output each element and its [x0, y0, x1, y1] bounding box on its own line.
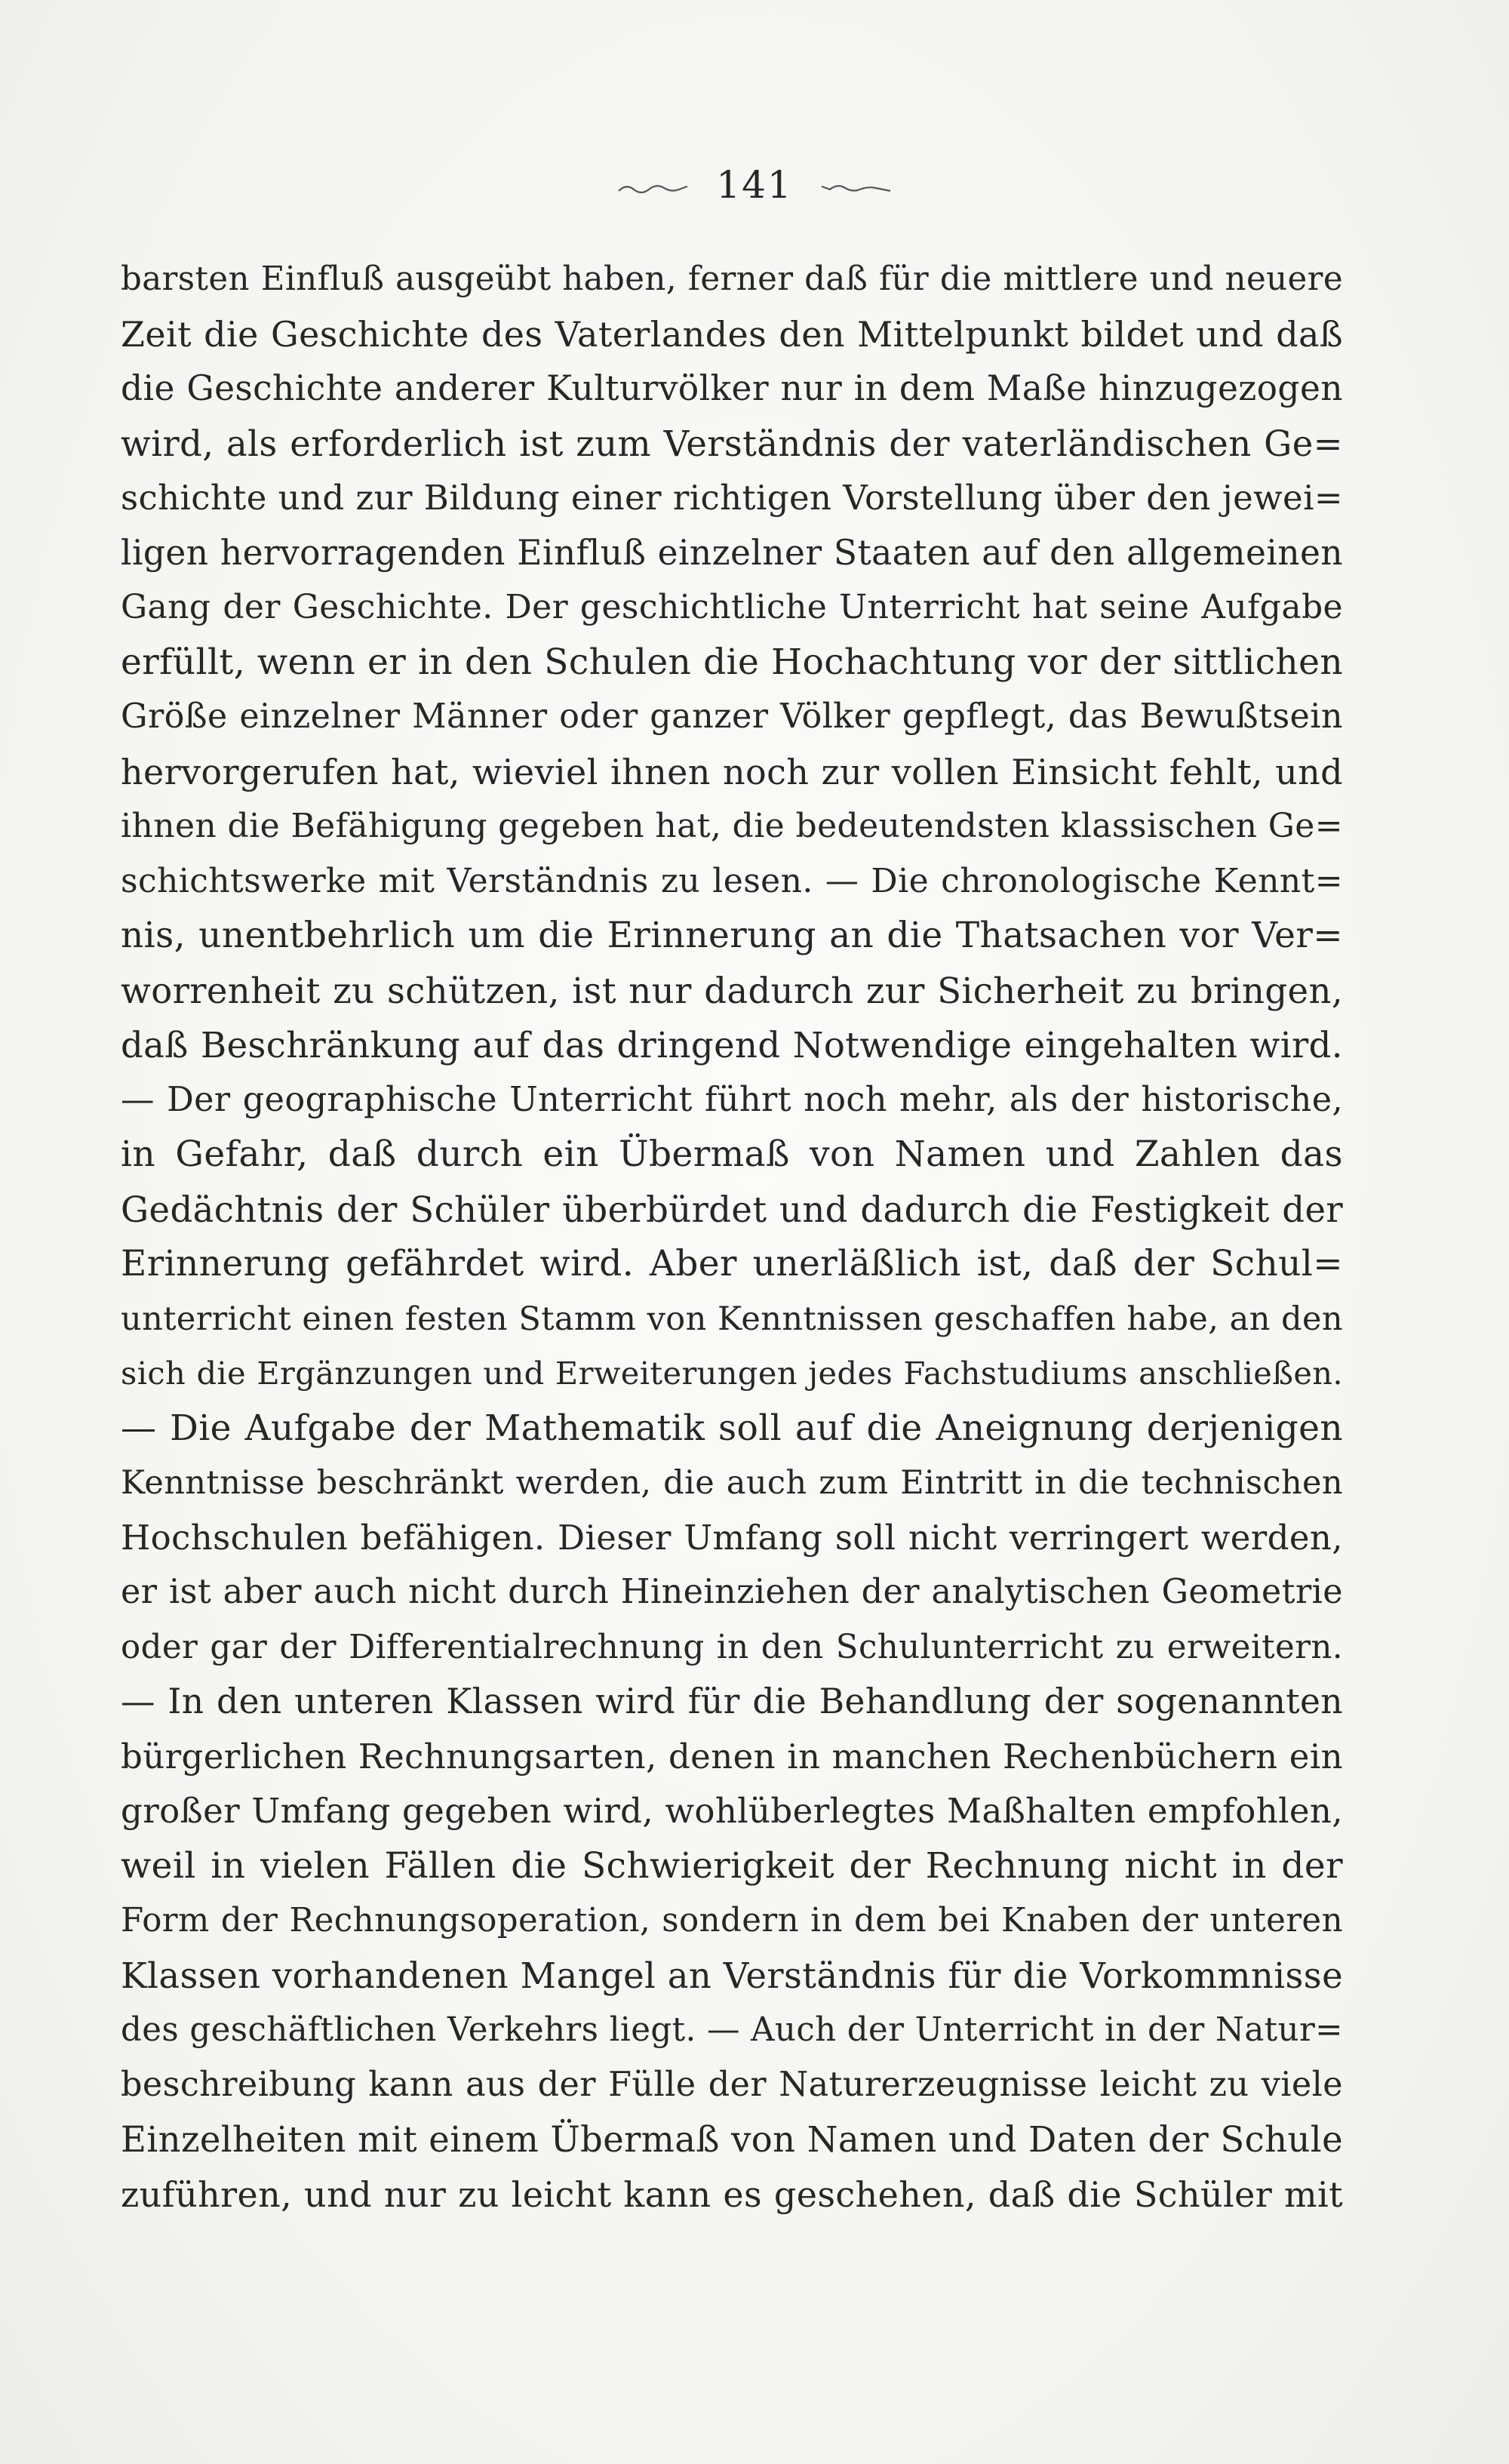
text-line: wird, als erforderlich ist zum Verständnis der vaterländischen Ge=	[121, 423, 1343, 464]
text-line: die Geschichte anderer Kulturvölker nur in dem Maße hinzugezogen	[121, 368, 1343, 408]
text-line: Einzelheiten mit einem Übermaß von Namen und Daten der Schule	[121, 2119, 1343, 2160]
text-line: großer Umfang gegeben wird, wohlüberlegtes Maßhalten empfohlen,	[121, 1791, 1343, 1831]
text-line: zuführen, und nur zu leicht kann es geschehen, daß die Schüler mit	[121, 2173, 1343, 2215]
text-line: Hochschulen befähigen. Dieser Umfang soll nicht verringert werden,	[121, 1517, 1343, 1558]
text-line: erfüllt, wenn er in den Schulen die Hochachtung vor der sittlichen	[121, 641, 1343, 683]
text-line: worrenheit zu schützen, ist nur dadurch zur Sicherheit zu bringen,	[121, 970, 1343, 1011]
text-line: weil in vielen Fällen die Schwierigkeit der Rechnung nicht in der	[121, 1844, 1343, 1887]
text-line: Erinnerung gefährdet wird. Aber unerläßlich ist, daß der Schul=	[121, 1243, 1343, 1284]
text-line: Gang der Geschichte. Der geschichtliche Unterricht hat seine Aufgabe	[121, 588, 1343, 626]
text-line: oder gar der Differentialrechnung in den Schulunterricht zu erweitern.	[121, 1628, 1343, 1666]
text-line: unterricht einen festen Stamm von Kenntnissen geschaffen habe, an den	[121, 1300, 1343, 1338]
text-line: bürgerlichen Rechnungsarten, denen in manchen Rechenbüchern ein	[121, 1736, 1343, 1776]
page-header	[0, 162, 1509, 208]
text-line: Gedächtnis der Schüler überbürdet und dadurch die Festigkeit der	[121, 1189, 1343, 1230]
text-line: Größe einzelner Männer oder ganzer Völker gepflegt, das Bewußtsein	[121, 697, 1343, 736]
text-line: Form der Rechnungsoperation, sondern in dem bei Knaben der unteren	[121, 1902, 1343, 1940]
text-line: Kenntnisse beschränkt werden, die auch zum Eintritt in die technischen	[121, 1464, 1343, 1502]
text-line: er ist aber auch nicht durch Hineinziehen der analytischen Geometrie	[121, 1573, 1343, 1611]
text-line: Klassen vorhandenen Mangel an Verständnis für die Vorkommnisse	[121, 1955, 1343, 1996]
text-line: des geschäftlichen Verkehrs liegt. — Auch der Unterricht in der Natur=	[121, 2011, 1343, 2049]
text-line: in Gefahr, daß durch ein Übermaß von Namen und Zahlen das	[121, 1134, 1343, 1175]
left-ornament-icon	[617, 180, 689, 195]
text-line: nis, unentbehrlich um die Erinnerung an die Thatsachen vor Ver=	[121, 915, 1343, 956]
right-ornament-icon	[820, 180, 892, 195]
text-line: hervorgerufen hat, wieviel ihnen noch zur vollen Einsicht fehlt, und	[121, 751, 1343, 792]
text-line: schichte und zur Bildung einer richtigen Vorstellung über den jewei=	[121, 478, 1343, 518]
text-line: ihnen die Befähigung gegeben hat, die bedeutendsten klassischen Ge=	[121, 807, 1343, 845]
text-line: Zeit die Geschichte des Vaterlandes den Mittelpunkt bildet und daß	[121, 313, 1343, 355]
text-line: ligen hervorragenden Einfluß einzelner Staaten auf den allgemeinen	[121, 532, 1343, 573]
text-line: barsten Einfluß ausgeübt haben, ferner daß für die mittlere und neuere	[121, 260, 1343, 298]
text-line: — Die Aufgabe der Mathematik soll auf die Aneignung derjenigen	[121, 1407, 1343, 1449]
body-text	[121, 252, 1343, 2222]
text-line: sich die Ergänzungen und Erweiterungen jedes Fachstudiums anschließen.	[121, 1355, 1343, 1392]
text-line: beschreibung kann aus der Fülle der Naturerzeugnisse leicht zu viele	[121, 2065, 1343, 2104]
text-line: — Der geographische Unterricht führt noch mehr, als der historische,	[121, 1080, 1343, 1119]
text-line: daß Beschränkung auf das dringend Notwendige eingehalten wird.	[121, 1025, 1343, 1066]
text-line: — In den unteren Klassen wird für die Behandlung der sogenannten	[121, 1681, 1343, 1721]
page-number: 141	[716, 163, 793, 207]
text-line: schichtswerke mit Verständnis zu lesen. — Die chronologische Kennt=	[121, 861, 1343, 900]
